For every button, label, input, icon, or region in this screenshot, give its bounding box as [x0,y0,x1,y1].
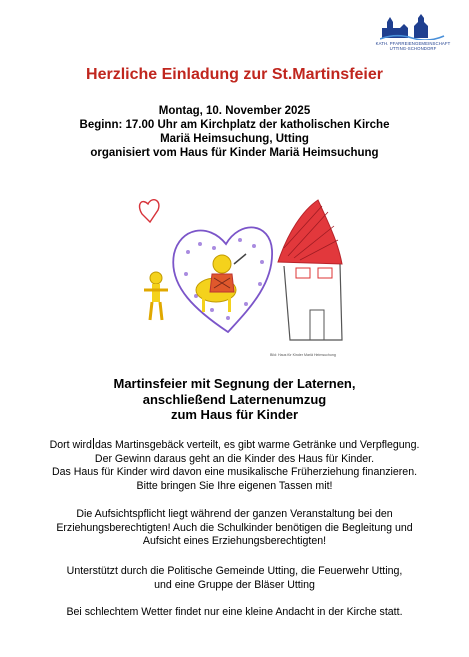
text-cursor [93,438,94,449]
parish-logo [372,14,454,54]
paragraph-line [0,438,469,453]
subheading-line1: Martinsfeier mit Segnung der Laternen, [113,376,356,391]
paragraph-line: Bei schlechtem Wetter findet nur eine kleine Andacht in der Kirche statt. [66,606,403,618]
child-drawing [128,192,350,364]
paragraph-refreshments [0,438,469,493]
subheading [0,376,469,423]
paragraph-text: das Martinsgebäck verteilt, es gibt warme Getränke und Verpflegung. [94,439,420,451]
paragraph-line: Bitte bringen Sie Ihre eigenen Tassen mit! [136,479,333,492]
event-info [0,104,469,160]
paragraph-line: Die Aufsichtspflicht liegt während der ganzen Veranstaltung bei den [76,508,393,520]
church-icon [380,14,446,40]
paragraph-supervision [0,508,469,549]
paragraph-support [0,565,469,592]
event-start: Beginn: 17.00 Uhr am Kirchplatz der katholischen Kirche [79,119,390,131]
page-title: Herzliche Einladung zur St.Martinsfeier [86,66,383,83]
paragraph-line: Das Haus für Kinder wird davon eine musikalische Früherziehung finanzieren. [51,466,418,479]
paragraph-line: Unterstützt durch die Politische Gemeinde Utting, die Feuerwehr Utting, [66,565,403,577]
paragraph-weather [0,606,469,620]
event-date: Montag, 10. November 2025 [158,105,311,117]
paragraph-line: Erziehungsberechtigten! Auch die Schulkinder benötigen die Begleitung und [56,521,413,534]
event-location: Mariä Heimsuchung, Utting [160,133,309,145]
paragraph-line: Aufsicht eines Erziehungsberechtigten! [142,535,327,548]
drawing-credit: Bild: Haus für Kinder Mariä Heimsuchung [270,353,336,357]
logo-org-line2: UTTING-SCHONDORF [389,46,437,51]
small-heart-icon [140,200,159,222]
paragraph-line: und eine Gruppe der Bläser Utting [154,578,315,591]
paragraph-text: Dort wird [49,439,92,451]
subheading-line2: anschließend Laternenumzug [142,391,327,407]
event-organizer: organisiert vom Haus für Kinder Mariä Heimsuchung [90,147,379,159]
paragraph-line: Der Gewinn daraus geht an die Kinder des Haus für Kinder. [94,452,375,465]
subheading-line3: zum Haus für Kinder [170,407,299,422]
logo-org-line1: KATH. PFARREIENGEMEINSCHAFT [375,41,451,46]
